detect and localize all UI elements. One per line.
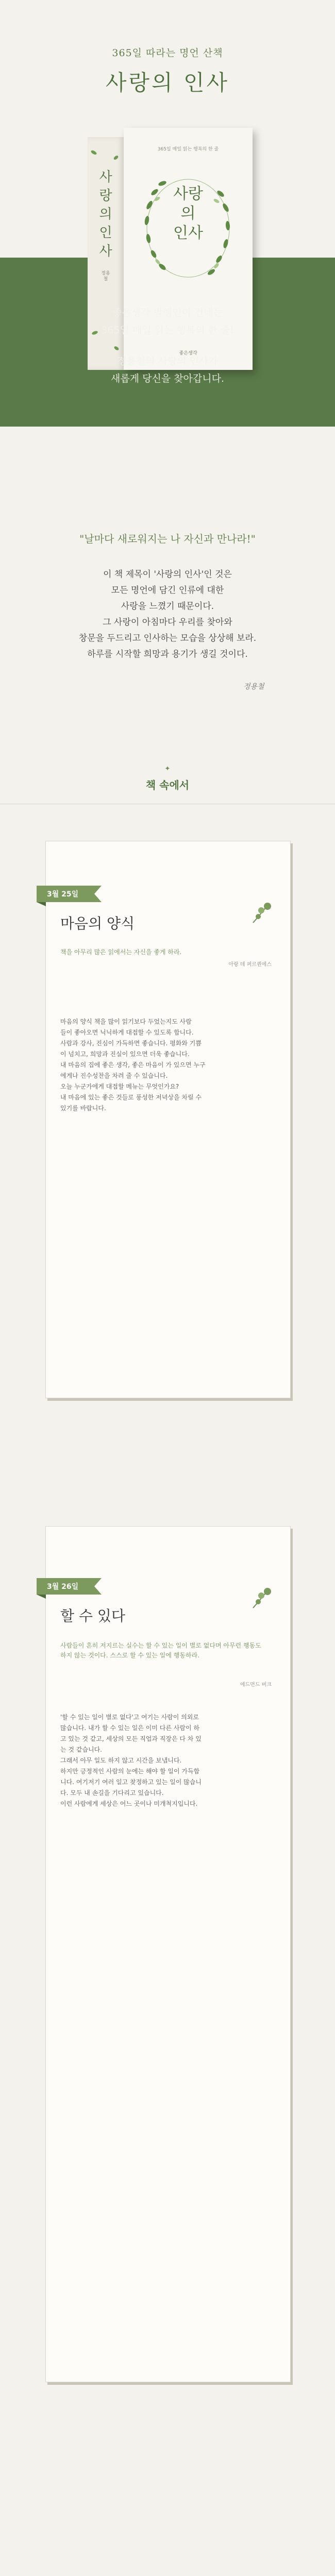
date-ribbon bbox=[37, 886, 94, 902]
body-line: 는 것 같습니다. bbox=[60, 1746, 102, 1753]
cover-title: 사랑의 인사 bbox=[173, 185, 203, 242]
intro-quote: "날마다 새로워지는 나 자신과 만나라!" bbox=[79, 533, 256, 545]
body-line: 마음의 양식 책을 많이 읽기보다 두었는지도 사람 bbox=[60, 1018, 192, 1025]
card-quote: 사람들이 흔히 저지르는 실수는 할 수 있는 일이 별로 없다며 아무런 행동도 하지 않는 것이다. 스스로 할 수 있는 일에 행동하라. bbox=[60, 1642, 261, 1659]
excerpt-card-2 bbox=[45, 1526, 291, 2382]
body-line: 이런 사람에게 세상은 어느 곳이나 미개척지입니다. bbox=[60, 1800, 198, 1807]
intro-line: 하루를 시작할 희망과 용기가 생길 것이다. bbox=[87, 649, 248, 659]
body-line: 들이 좋아오면 닉닉하게 대접할 수 있도록 합니다. bbox=[60, 1029, 194, 1036]
sprig-icon bbox=[248, 1584, 275, 1611]
card-quote-author: 아랑 데 퍼르퀀에스 bbox=[228, 962, 272, 968]
intro-line: 모든 명언에 담긴 인류에 대한 bbox=[111, 585, 224, 596]
spine-author: 정용철 bbox=[101, 271, 110, 282]
body-line: 고 있는 것 같고, 세상의 모든 직업과 직장은 다 차 있 bbox=[60, 1735, 202, 1742]
author-signature: 정용철 bbox=[243, 683, 264, 691]
date-label: 3월 25일 bbox=[47, 890, 79, 899]
card-title: 할 수 있다 bbox=[60, 1607, 125, 1624]
body-line: 다. 모두 내 손길을 기다리고 있습니다. bbox=[60, 1789, 164, 1797]
excerpt-card-1 bbox=[45, 841, 291, 1398]
date-ribbon bbox=[37, 1578, 94, 1595]
date-label: 3월 26일 bbox=[47, 1583, 79, 1591]
body-line: 사람과 강사, 진심이 가득하면 좋습니다. 평화와 기쁨 bbox=[60, 1040, 202, 1047]
card-quote: 책을 아무리 많은 읽에서는 자신을 좋게 하라. bbox=[60, 948, 182, 956]
hero-subtitle: 365일 따라는 명언 산책 bbox=[112, 47, 223, 59]
band-line-1: 좋은생각 발행인이 건네는 bbox=[112, 307, 223, 318]
spine-title: 사랑의 인사 bbox=[99, 170, 112, 259]
body-line: 오늘 누군가에게 대접할 메뉴는 무엇인가요? bbox=[60, 1083, 179, 1090]
body-line: 많습니다. 내가 할 수 있는 일은 이미 다른 사람이 하 bbox=[60, 1724, 199, 1732]
band-line-4: 새롭게 당신을 찾아갑니다. bbox=[110, 373, 224, 384]
intro-text bbox=[0, 567, 335, 663]
body-line: 내 마음에 있는 좋은 것들로 풍성한 저녁상을 차릴 수 bbox=[60, 1094, 202, 1101]
body-line: 에게나 진수성찬을 차려 줄 수 있습니다. bbox=[60, 1072, 168, 1079]
intro-line: 그 사랑이 아침마다 우리를 찾아와 bbox=[103, 617, 232, 628]
section-star-icon: ✦ bbox=[164, 765, 171, 773]
intro-line: 이 책 제목이 '사랑의 인사'인 것은 bbox=[103, 569, 232, 580]
cover-publisher: 좋은생각 bbox=[179, 351, 197, 356]
band-line-2: 365일 매일 읽는 행복의 한 줄! bbox=[101, 325, 234, 336]
band-line-3: 정용철의 사랑의 인사가 bbox=[117, 355, 218, 367]
hero-title: 사랑의 인사 bbox=[105, 70, 230, 95]
section-title: 책 속에서 bbox=[145, 779, 190, 791]
body-line: 이 넘치고, 희망과 진실이 있으면 더욱 좋습니다. bbox=[60, 1050, 190, 1058]
card-body bbox=[60, 1016, 277, 1114]
card-body bbox=[60, 1712, 277, 1809]
sprig-icon bbox=[248, 899, 275, 926]
body-line: 있기를 바랍니다. bbox=[60, 1105, 106, 1112]
card-quote-author: 에드먼드 버크 bbox=[240, 1682, 272, 1688]
body-line: '할 수 있는 일이 별로 없다'고 여기는 사람이 의외로 bbox=[60, 1714, 199, 1721]
body-line: 하지만 긍정적인 사람의 눈에는 해야 할 일이 가득합 bbox=[60, 1768, 200, 1775]
cover-tagline: 365일 매일 읽는 행복의 한 줄 bbox=[157, 147, 219, 152]
card-title: 마음의 양식 bbox=[60, 915, 135, 932]
hero-section bbox=[0, 0, 335, 427]
intro-line: 사랑을 느꼈기 때문이다. bbox=[121, 601, 214, 612]
body-line: 그래서 아무 일도 하지 않고 시간을 보냅니다. bbox=[60, 1757, 182, 1764]
body-line: 니다. 여기저기 여러 일고 찾정하고 있는 일이 많습니 bbox=[60, 1778, 202, 1786]
intro-line: 창문을 두드리고 인사하는 모습을 상상해 보라. bbox=[78, 633, 257, 643]
body-line: 내 마음의 집에 좋은 생각, 좋은 마음이 가 있으면 누구 bbox=[60, 1061, 206, 1069]
